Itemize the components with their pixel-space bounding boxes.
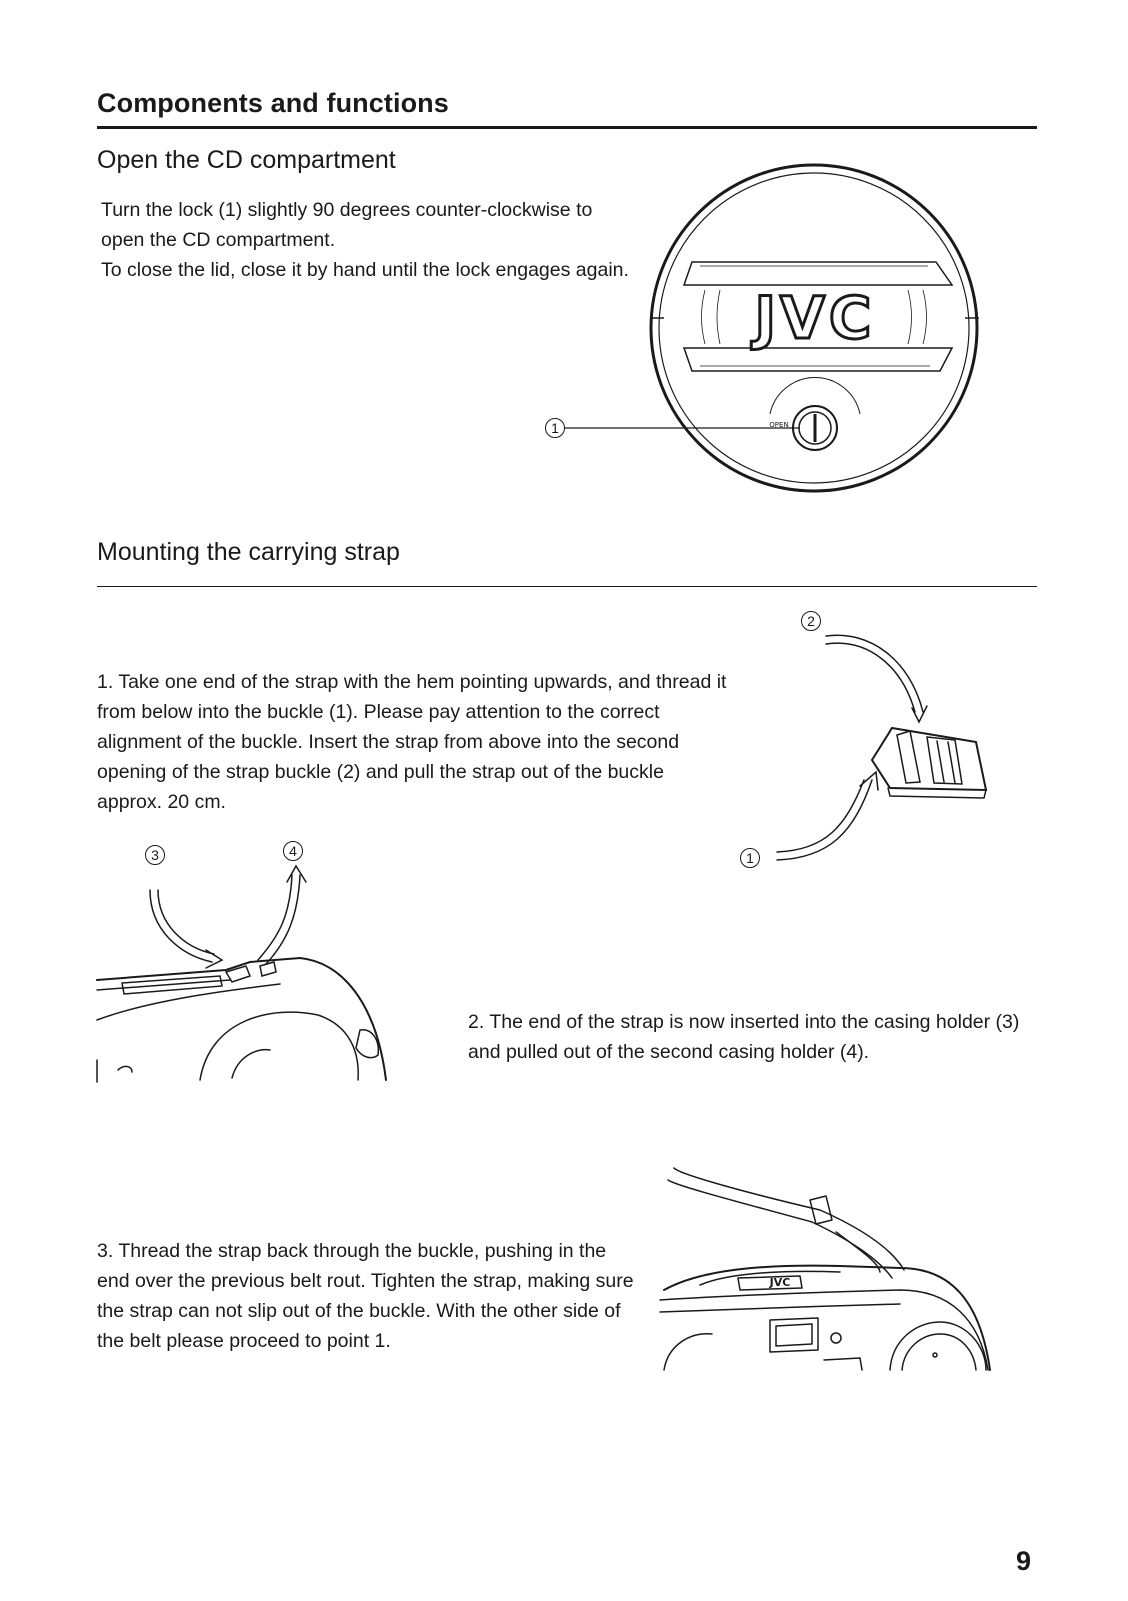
callout-holder-3: 3 (145, 845, 165, 865)
page-title: Components and functions (97, 88, 449, 118)
strap-step-3: 3. Thread the strap back through the buckle, pushing in the end over the previous belt rout. Tighten the strap, making sure the strap can not slip out of the buckle. With the other side of the belt please proceed to point 1. (97, 1240, 634, 1352)
strap-section-heading: Mounting the carrying strap (97, 538, 400, 566)
strap-step-2: 2. The end of the strap is now inserted into the casing holder (3) and pulled out of the second casing holder (4). (468, 1011, 1020, 1063)
cd-paragraph-open: Turn the lock (1) slightly 90 degrees counter-clockwise to open the CD compartment. (101, 199, 593, 251)
jvc-logo: JVC (754, 284, 876, 352)
callout-holder-4: 4 (283, 841, 303, 861)
boombox-jvc-logo: JVC (769, 1276, 791, 1289)
callout-buckle-2: 2 (801, 611, 821, 631)
cd-paragraph-close: To close the lid, close it by hand until the lock engages again. (101, 259, 629, 281)
page-number: 9 (1016, 1546, 1032, 1576)
callout-lock-1: 1 (545, 418, 565, 438)
strap-step-1: 1. Take one end of the strap with the hem pointing upwards, and thread it from below into the buckle (1). Please pay attention to the correct alignment of the buckle. Insert the strap from above into the second opening of the strap buckle (2) and pull the strap out of the buckle approx. 20 cm. (97, 671, 727, 813)
lock-open-label: OPEN (769, 421, 789, 429)
callout-buckle-1: 1 (740, 848, 760, 868)
cd-section-heading: Open the CD compartment (97, 146, 396, 174)
